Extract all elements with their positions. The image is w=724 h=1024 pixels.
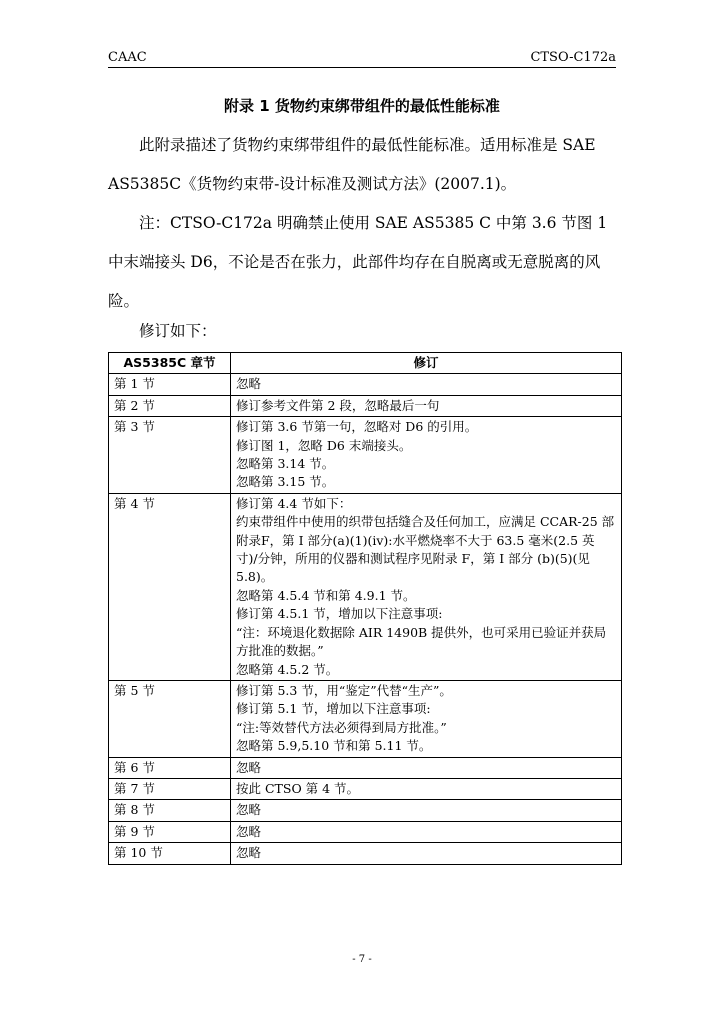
table-row [109, 821, 622, 842]
table-row [109, 417, 622, 494]
revision-line: “注：环境退化数据除 AIR 1490B 提供外，也可采用已验证并获局方批准的数据。” [236, 624, 607, 659]
section-cell: 第 7 节 [109, 778, 231, 799]
intro-paragraph: 此附录描述了货物约束绑带组件的最低性能标准。适用标准是 SAE AS5385C《货物约束带-设计标准及测试方法》(2007.1)。 [108, 136, 596, 193]
revision-line: 忽略 [236, 802, 262, 818]
section-cell: 第 2 节 [109, 395, 231, 416]
header-revision: 修订 [231, 353, 622, 374]
revision-line: 忽略 [236, 823, 262, 839]
revision-cell [231, 374, 622, 395]
table-body [109, 374, 622, 864]
section-cell: 第 3 节 [109, 417, 231, 494]
revision-line: 修订第 4.4 节如下： [236, 495, 352, 511]
revision-line: 忽略第 4.5.2 节。 [236, 661, 339, 677]
table-row [109, 374, 622, 395]
revision-cell [231, 417, 622, 494]
section-cell: 第 4 节 [109, 493, 231, 680]
page-title: 附录 1 货物约束绑带组件的最低性能标准 [224, 97, 500, 115]
revision-line: 忽略第 4.5.4 节和第 4.9.1 节。 [236, 587, 416, 603]
table-row [109, 800, 622, 821]
section-cell: 第 10 节 [109, 843, 231, 864]
header-section: AS5385C 章节 [109, 353, 231, 374]
revision-line: 忽略 [236, 845, 262, 861]
revision-cell [231, 821, 622, 842]
note-paragraph: 注：CTSO-C172a 明确禁止使用 SAE AS5385 C 中第 3.6 节图 1 中末端接头 D6，不论是否在张力，此部件均存在自脱离或无意脱离的风险。 [108, 214, 608, 310]
table-row [109, 493, 622, 680]
page-number: - 7 - [352, 954, 372, 965]
revision-line: 忽略第 3.15 节。 [236, 474, 335, 490]
revision-line: 修订参考文件第 2 段，忽略最后一句 [236, 397, 440, 413]
revision-cell [231, 778, 622, 799]
revision-line: 忽略第 3.14 节。 [236, 456, 335, 472]
revision-line: 修订第 5.1 节，增加以下注意事项: [236, 701, 431, 717]
revision-line: 忽略 [236, 376, 262, 392]
section-cell: 第 1 节 [109, 374, 231, 395]
revisions-intro: 修订如下： [139, 322, 217, 340]
revision-cell [231, 843, 622, 864]
header-left: CAAC [108, 50, 147, 65]
revision-line: 修订图 1，忽略 D6 末端接头。 [236, 437, 412, 453]
header-right: CTSO-C172a [530, 50, 616, 65]
revision-line: 修订第 3.6 节第一句，忽略对 D6 的引用。 [236, 419, 478, 435]
table-row [109, 757, 622, 778]
section-cell: 第 5 节 [109, 680, 231, 757]
revision-line: “注:等效替代方法必须得到局方批准。” [236, 719, 447, 735]
revision-cell [231, 680, 622, 757]
table-header-row [109, 353, 622, 374]
header-rule [108, 67, 616, 68]
table-row [109, 843, 622, 864]
revision-cell [231, 757, 622, 778]
revision-table [108, 352, 622, 865]
table-row [109, 680, 622, 757]
table-row [109, 395, 622, 416]
section-cell: 第 6 节 [109, 757, 231, 778]
revision-line: 按此 CTSO 第 4 节。 [236, 780, 360, 796]
revision-cell [231, 493, 622, 680]
section-cell: 第 9 节 [109, 821, 231, 842]
revision-line: 修订第 4.5.1 节，增加以下注意事项: [236, 606, 443, 622]
section-cell: 第 8 节 [109, 800, 231, 821]
revision-line: 忽略 [236, 759, 262, 775]
revision-line: 忽略第 5.9,5.10 节和第 5.11 节。 [236, 738, 432, 754]
revision-line: 修订第 5.3 节，用“鉴定”代替“生产”。 [236, 682, 452, 698]
table-row [109, 778, 622, 799]
revision-line: 约束带组件中使用的织带包括缝合及任何加工，应满足 CCAR-25 部附录F，第 I 部分(a)(1)(iv):水平燃烧率不大于 63.5 毫米(2.5 英寸)/分钟，所用的仪器和测试程序见附录 F，第 I 部分 (b)(5)(见 5.8)。 [236, 514, 615, 585]
revision-cell [231, 395, 622, 416]
revision-cell [231, 800, 622, 821]
